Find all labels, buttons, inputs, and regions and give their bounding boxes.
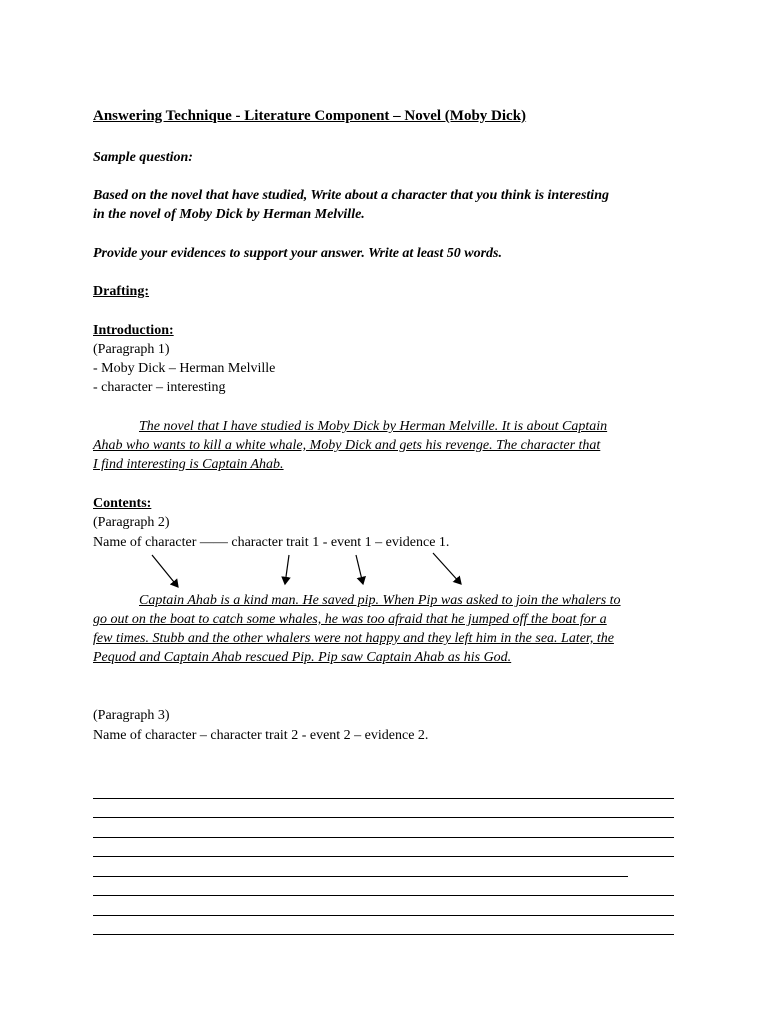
contents-heading: Contents: bbox=[93, 496, 152, 511]
paragraph-3-label: (Paragraph 3) bbox=[93, 708, 170, 723]
writing-line[interactable] bbox=[93, 817, 674, 818]
sample-question-label: Sample question: bbox=[93, 150, 193, 165]
paragraph-2-label: (Paragraph 2) bbox=[93, 515, 170, 530]
intro-text-line-2: Ahab who wants to kill a white whale, Moby Dick and gets his revenge. The character that bbox=[93, 438, 601, 453]
intro-point-2: - character – interesting bbox=[93, 380, 226, 395]
arrow-trait bbox=[285, 555, 289, 584]
contents-text-line-2: go out on the boat to catch some whales, he was too afraid that he jumped off the boat for a bbox=[93, 612, 607, 627]
arrow-evidence bbox=[433, 553, 461, 584]
contents-text-line-4: Pequod and Captain Ahab rescued Pip. Pip saw Captain Ahab as his God. bbox=[93, 650, 512, 665]
intro-point-1: - Moby Dick – Herman Melville bbox=[93, 361, 276, 376]
paragraph-1-label: (Paragraph 1) bbox=[93, 342, 170, 357]
writing-line[interactable] bbox=[93, 934, 674, 935]
arrow-event bbox=[356, 555, 363, 584]
question-line-1: Based on the novel that have studied, Write about a character that you think is interesting bbox=[93, 188, 609, 203]
document-title: Answering Technique - Literature Component – Novel (Moby Dick) bbox=[93, 108, 527, 124]
writing-line[interactable] bbox=[93, 915, 674, 916]
contents-text-line-1: Captain Ahab is a kind man. He saved pip. When Pip was asked to join the whalers to bbox=[139, 593, 621, 608]
question-line-2: in the novel of Moby Dick by Herman Melville. bbox=[93, 207, 365, 222]
writing-line[interactable] bbox=[93, 895, 674, 896]
introduction-heading: Introduction: bbox=[93, 323, 174, 338]
writing-line[interactable] bbox=[93, 798, 674, 799]
intro-text-line-1: The novel that I have studied is Moby Dick by Herman Melville. It is about Captain bbox=[139, 419, 608, 434]
writing-line[interactable] bbox=[93, 837, 674, 838]
paragraph-3-formula: Name of character – character trait 2 - event 2 – evidence 2. bbox=[93, 728, 429, 743]
arrow-character bbox=[152, 555, 178, 587]
intro-text-line-3: I find interesting is Captain Ahab. bbox=[93, 457, 284, 472]
writing-line[interactable] bbox=[93, 876, 628, 877]
drafting-heading: Drafting: bbox=[93, 284, 149, 299]
writing-line[interactable] bbox=[93, 856, 674, 857]
paragraph-2-formula: Name of character —— character trait 1 - event 1 – evidence 1. bbox=[93, 535, 450, 550]
contents-text-line-3: few times. Stubb and the other whalers were not happy and they left him in the sea. Later, the bbox=[93, 631, 614, 646]
question-line-3: Provide your evidences to support your answer. Write at least 50 words. bbox=[93, 246, 502, 261]
